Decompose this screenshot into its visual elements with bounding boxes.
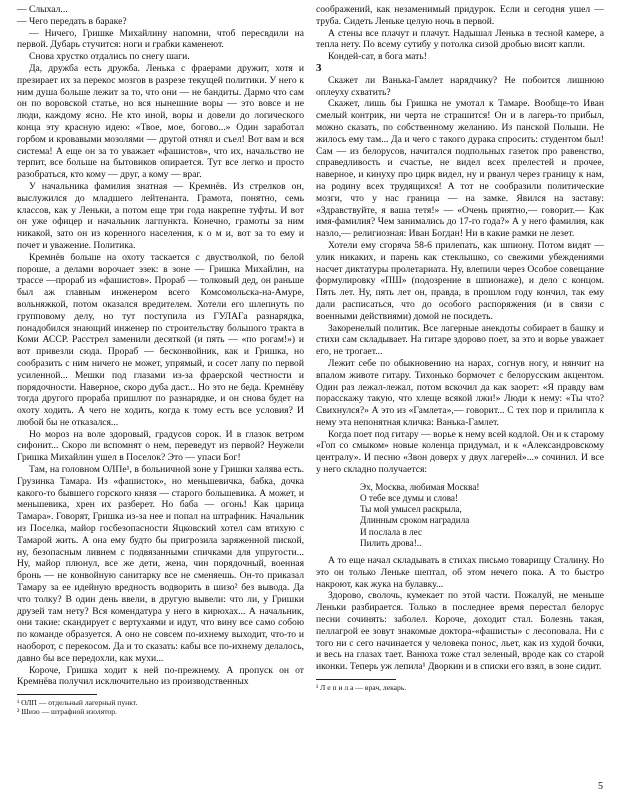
poem-line: Эх, Москва, любимая Москва!	[360, 481, 480, 492]
paragraph: А то еще начал складывать в стихах письмо товарищу Сталину. Но это он только Леньке шептал, об этом нечего пока. А то быстро накроют, как жука на булавку...	[316, 555, 604, 590]
paragraph: Снова хрустко отдались по снегу шаги.	[29, 51, 190, 63]
paragraph: соображений, как незаменимый придурок. Если и сегодня ушел — труба. Сидеть Леньке целую ночь в первой.	[316, 4, 604, 27]
poem-line: О тебе все думы и слова!	[360, 493, 459, 504]
footnote: ¹ Л е п и л а — врач, лекарь.	[316, 683, 407, 693]
poem-line: Длинным сроком наградила	[360, 515, 470, 526]
paragraph: — Чего передать в бараке?	[17, 15, 127, 27]
paragraph: Но мороз на воле здоровый, градусов сорок. И в глазок ветром сифонит... Скоро ли вспомнят о нем, переведут из первой? Неужели Гришка Михайлин ушел в Поселок? Это — упаси Бог!	[17, 428, 304, 464]
paragraph: Скажет ли Ванька-Гамлет нарядчику? Не побоится лишнюю оплеуху схватить?	[316, 74, 604, 98]
paragraph: А стены все плачут и плачут. Надышал Ленька в тесной камере, а тепла нету. По всему сутибу у потолка сизой дробью висят капли.	[316, 27, 604, 51]
paragraph: — Ничего, Гришке Михайлину напомни, чтоб пересвдили на первой. Дубарь стучится: ноги и грабки каменеют.	[17, 27, 304, 51]
paragraph: Короче, Гришка ходит к ней по-прежнему. А пропуск он от Кремнёва получил исключительно из производственных	[17, 664, 304, 688]
paragraph: Кондей-сат, в бога мать!	[328, 51, 427, 63]
paragraph: У начальника фамилия знатная — Кремнёв. Из стрелков он, выслужился до младшего лейтенанта. Грамота, понятно, семь классов, как у Леньки, а потом еще три года накрепне туфты. И вот он уже офицер и начальник лагпункта. Конечно, грамоты за ним никакой, зато он из коренного населения, к о м и, вот за то ему и почет и уважение. Политика.	[17, 180, 304, 251]
poem	[360, 482, 604, 549]
paragraph: Здорово, сволочь, кумекает по этой части. Пожалуй, не меньше Леньки разбирается. Только в последнее время перестал белорус песни сочинять: заболел. Короче, доходит стал. Болезнь такая, пеллагрой ее зовут знакомые доктора-«фашисты» с лесоповала. Ни с того ни с сего начинается у человека понос, льет, как из худой бочки, и весь на глазах тает. Ванюха тоже стал зеленый, вроде как со старой иконки. Теперь уж лепила¹ Дворкин и в списки его взял, в зоне сидит.	[316, 590, 604, 673]
footnote-divider	[17, 694, 97, 695]
right-column	[316, 4, 604, 692]
paragraph: Хотели ему сгоряча 58-6 прилепать, как шпиону. Потом видят — улик никаких, и парень как стеклышко, со свежими убеждениями насчет диктатуры пролетариата. Ну, влепили через Особое совещание формулировку «ПШ» (подозрение в шпионаже), и дело с концом. Пять лет. Ну, пять лет он, правда, в прошлом году кончил, так ему дали расписаться, что до особого распоряжения (и в связи с военными действиями) домой не посидеть.	[316, 239, 604, 322]
footnote: ² Шизо — штрафной изолятор.	[17, 707, 117, 717]
paragraph: Скажет, лишь бы Гришка не умотал к Тамаре. Вообще-то Иван смелый контрик, ни черта не страшится! Он и в лагерь-то прибыл, можно сказать, по собственному желанию. Из панской Польши. Не жилось ему там... Да и чего с такого дурака спросить: студентом был! Сам — из белорусов, начитался подпольных газеток про равенство, справедливость и счастье, не видел всех прелестей и прочее, наверное, и кинуху про цирк видел, ну и рванул через границу к нам, на родину всех трудящихся! А тот не сообразили политические мозги, что у нас граница — на замке. Явился на заставу: «Здравствуйте, я ваша тетя!» — «Очень приятно,— говорит.— Как имя-фамилия? Чем занимались до 17-го года?» А у него фамилия, как назло,— религиозная: Иван Богдан! Ни в какие рамки не лезет.	[316, 98, 604, 240]
paragraph: Там, на головном ОЛПе¹, в больничной зоне у Гришки халява есть. Грузинка Тамара. Из «фашисток», но меньшевичка, бабка, дочка какого-то бывшего горского князя — старого большевика. А может, и меньшевика, хрен их разберет. Но баба — огонь! Как царица Тамара». Говорят, Гришка из-за нее и попал на штрафник. Начальник из Поселка, майор госбезопасности Яцковский хотел сам втихую с Тамарой жить. А она ему будто бы пригрозила заряженной пиской, ну, безопасным ливнем с подвязанными спичками для упругости... Ну, майор плюнул, все же дети, жена, чин порядочный, военная бронь — не конвойную санитарку все не сменяешь. Он-то приказал Тамару за ее идейную вредность водворить в шизо² без вывода. Да что толку? В один день ввели, в другую вывели: что ли, у Гришки друзей там нету? Вся комендатура у него в кирюхах... А начальник, они такие: скандирует с вертухаями и идут, что вину все само собою по команде образуется. А оно не совсем по-ихнему выходит, что-то и наоборот, с перекосом. Да и то сказать: кабы все по-ихнему делалось, давно бы все передохли, как мухи...	[17, 464, 304, 664]
poem-line: Пилить дрова!..	[360, 537, 422, 548]
footnote: ¹ ОЛП — отдельный лагерный пункт.	[17, 698, 138, 708]
poem-line: Ты мой умысел раскрыла,	[360, 504, 462, 515]
paragraph: Лежит себе по обыкновению на нарах, согнув ногу, и нянчит на впалом животе гитару. Тихонько бормочет с белорусским акцентом. Один раз лежал-лежал, потом вскочил да как заорет: «Я правду вам порасскажу такую, что хлеще всякой лжи!» Люди к нему: «Ты что? Свихнулся?» А это из «Гамлета»,— говорит... С тех пор и прилипла к нему эта непонятная кличка: Ванька-Гамлет.	[316, 357, 604, 428]
paragraph: Когда поет под гитару — ворье к нему всей кодлой. Он и к старому «Гоп со смыком» новые коленца придумал, и к «Александровскому централу». И песню «Звон доверх у двух лагерей»...» сочинил. И все у него складно получается:	[316, 428, 604, 476]
poem-line: И послала в лес	[360, 526, 423, 537]
paragraph: Да, дружба есть дружба. Ленька с фраерами дружит, хотя и презирает их за перекос мозгов в разрезе текущей политики. У него к ним душа больше лежит за то, что они — не бандиты. Дармо что сам он по воровской статье, но вся нынешние воры — это вовсе и не люди, каждому ясно. Не кто иной, воры и довели до логического конца эту красную идею: «Твое, мое, богово...» Один заработал горбом и кровавыми мозолями — другой отнял и съел! Вот вам и вся система! А еще он за то уважает «фашистов», что их, начальство не терпит, все больше на бытовиков опирается. Тут все легко и просто разобраться, кто кому — друг, а кому — враг.	[17, 62, 304, 181]
left-column	[17, 4, 304, 717]
section-number: 3	[316, 61, 322, 74]
paragraph: — Слыхал...	[17, 4, 68, 15]
footnote-divider	[316, 679, 396, 680]
page-number: 5	[598, 781, 603, 792]
paragraph: Кремнёв больше на охоту таскается с двустволкой, по белой пороше, а делами ворочает эзек: в зоне — Гришка Михайлин, на трассе —прораб из «фашистов». Прораб — толковый дед, он раньше был аж главным инженером всего Комсомольска-на-Амуре, вольняжкой, потом оказался вредителем. Хотели его шлепнуть по групповому делу, но тут поступила из ГУЛАГа разнарядка, понадобился знающий инженер по строительству большого тракта в Коми АССР. Расстрел заменили десяткой (и пять — «по рогам!») и вот привезли сюда. Прораб — бесконвойник, как и Гришка, но сообразить с ним ничего не может, упрямый, и сосет лапу по первой усиленной... Мешки под глазами из-за фраерской честности и порядочности. Наверное, скоро дуба даст... Но это не беда. Кремнёву тогда другого прораба пришлют по разнарядке, и он снова будет на охоту ходить. А чего не ходить, когда к тому есть все условия? И любой бы не отказался...	[17, 251, 304, 428]
paragraph: Закоренелый политик. Все лагерные анекдоты собирает в башку и стихи сам складывает. На гитаре здорово поет, за это и ворье уважает его, не трогает...	[316, 322, 604, 358]
